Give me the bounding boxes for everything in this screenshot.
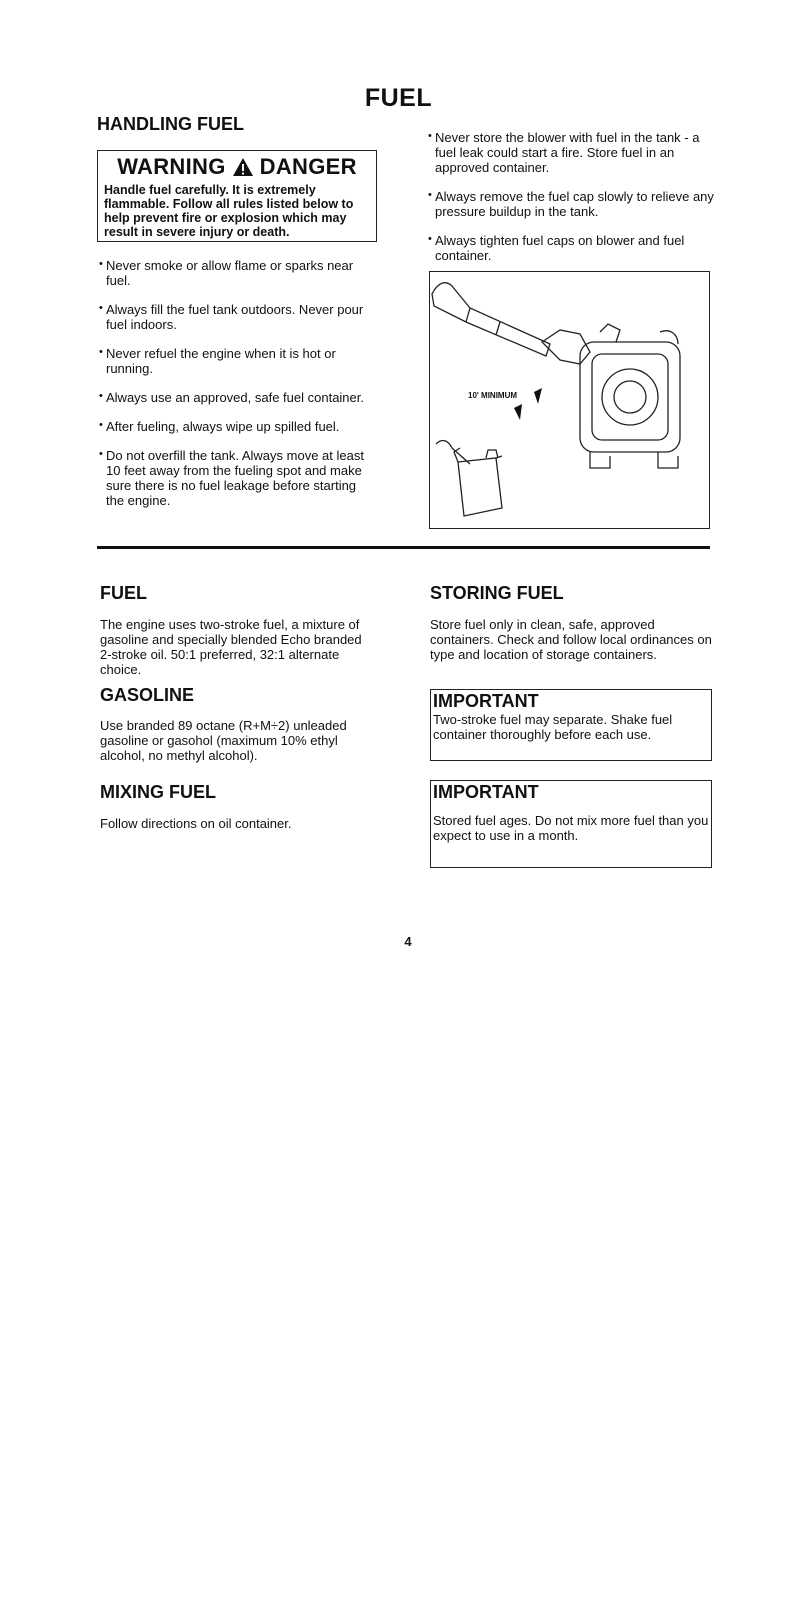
warning-label: WARNING [117,154,226,179]
important-box-separate [430,689,712,761]
page-number: 4 [404,934,412,949]
handling-fuel-heading: HANDLING FUEL [97,114,244,134]
list-item: • Never refuel the engine when it is hot or running. [99,346,374,376]
important-text: Stored fuel ages. Do not mix more fuel than you expect to use in a month. [433,813,709,843]
fuel-heading: FUEL [100,583,147,603]
refueling-illustration [429,271,710,529]
warning-danger-title [104,154,370,180]
fuel-text: The engine uses two-stroke fuel, a mixture of gasoline and specially blended Echo branded 2-stroke oil. 50:1 preferred, 32:1 alternate choice. [100,617,362,677]
handling-bullets-right [428,130,718,277]
list-item: • Always use an approved, safe fuel container. [99,390,374,405]
important-title: IMPORTANT [433,782,539,802]
list-item: • Never store the blower with fuel in the tank - a fuel leak could start a fire. Store fuel in an approved container. [428,130,718,175]
list-item: • After fueling, always wipe up spilled fuel. [99,419,374,434]
important-text: Two-stroke fuel may separate. Shake fuel container thoroughly before each use. [433,712,673,742]
blower-and-container-drawing [430,272,709,528]
danger-label: DANGER [259,154,357,179]
warning-text: Handle fuel carefully. It is extremely flammable. Follow all rules listed below to help prevent fire or explosion which may result in severe injury or death. [104,183,354,239]
storing-fuel-text: Store fuel only in clean, safe, approved containers. Check and follow local ordinances on type and location of storage containers. [430,617,712,662]
important-box-ages [430,780,712,868]
list-item: • Never smoke or allow flame or sparks near fuel. [99,258,374,288]
mixing-fuel-text: Follow directions on oil container. [100,816,292,831]
list-item: • Always tighten fuel caps on blower and fuel container. [428,233,718,263]
warning-triangle-icon [232,157,254,177]
storing-fuel-heading: STORING FUEL [430,583,564,603]
gasoline-text: Use branded 89 octane (R+M÷2) unleaded gasoline or gasohol (maximum 10% ethyl alcohol, no methyl alcohol). [100,718,347,763]
gasoline-heading: GASOLINE [100,685,195,705]
page-title: FUEL [364,84,433,112]
section-divider [97,546,710,549]
warning-danger-box [97,150,377,242]
list-item: • Always fill the fuel tank outdoors. Never pour fuel indoors. [99,302,374,332]
figure-label: 10' MINIMUM [468,391,518,400]
handling-bullets-left [99,258,374,522]
list-item: • Do not overfill the tank. Always move at least 10 feet away from the fueling spot and make sure there is no fuel leakage before starting the engine. [99,448,374,508]
list-item: • Always remove the fuel cap slowly to relieve any pressure buildup in the tank. [428,189,718,219]
important-title: IMPORTANT [433,691,539,711]
mixing-fuel-heading: MIXING FUEL [100,782,216,802]
